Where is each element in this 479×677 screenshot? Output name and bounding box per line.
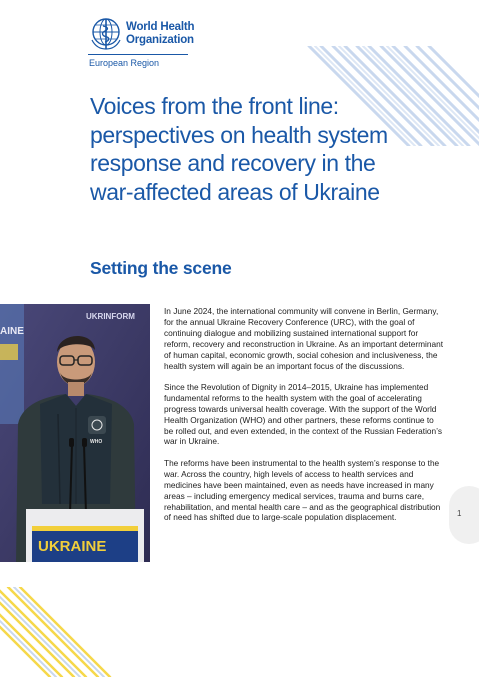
decorative-stripes-bottom (0, 587, 150, 677)
body-text (164, 306, 444, 534)
who-logo (88, 16, 238, 70)
org-name: World Health Organization (126, 21, 195, 46)
photo-illustration (0, 304, 150, 562)
podium-text: UKRAINE (38, 538, 107, 555)
backdrop-left-text: AINE (0, 326, 24, 337)
paragraph: In June 2024, the international community will convene in Berlin, Germany, for the annual Ukraine Recovery Conference (URC), with the goal of continuing dialogue and mobilizing sustained international support for reform, recovery and reconstruction in Ukraine. As an important determinant of human capital, economic growth, social cohesion and inclusiveness, the health system will again be an important focus of the discussions. (164, 306, 443, 371)
region-name: European Region (89, 58, 160, 68)
paragraph: Since the Revolution of Dignity in 2014–2015, Ukraine has implemented fundamental reforms to the health system with the goal of accelerating progress towards universal health coverage. With the support of the World Health Organization (WHO) and other partners, these reforms continue to be rolled out, and even extended, in the context of the Russian Federation’s war in Ukraine. (164, 381, 442, 447)
backdrop-text: UKRINFORM (86, 312, 135, 321)
speaker-photo (0, 304, 150, 562)
section-heading: Setting the scene (90, 258, 232, 278)
document-title: Voices from the front line: perspectives on health system response and recovery in the war-affected areas of Ukraine (90, 93, 388, 205)
who-emblem-icon (88, 16, 124, 52)
page-tab (449, 486, 479, 544)
page-number: 1 (457, 509, 462, 518)
paragraph: The reforms have been instrumental to the health system’s response to the war. Across the country, high levels of access to health services and medicines have been maintained, even as needs have increased in many areas – including emergency medical services, trauma and burns care, rehabilitation, and mental health care – and as the geographical distribution of need has shifted due to large-scale population displacement. (164, 457, 441, 523)
vest-text: WHO (90, 439, 103, 445)
logo-divider (88, 54, 188, 55)
